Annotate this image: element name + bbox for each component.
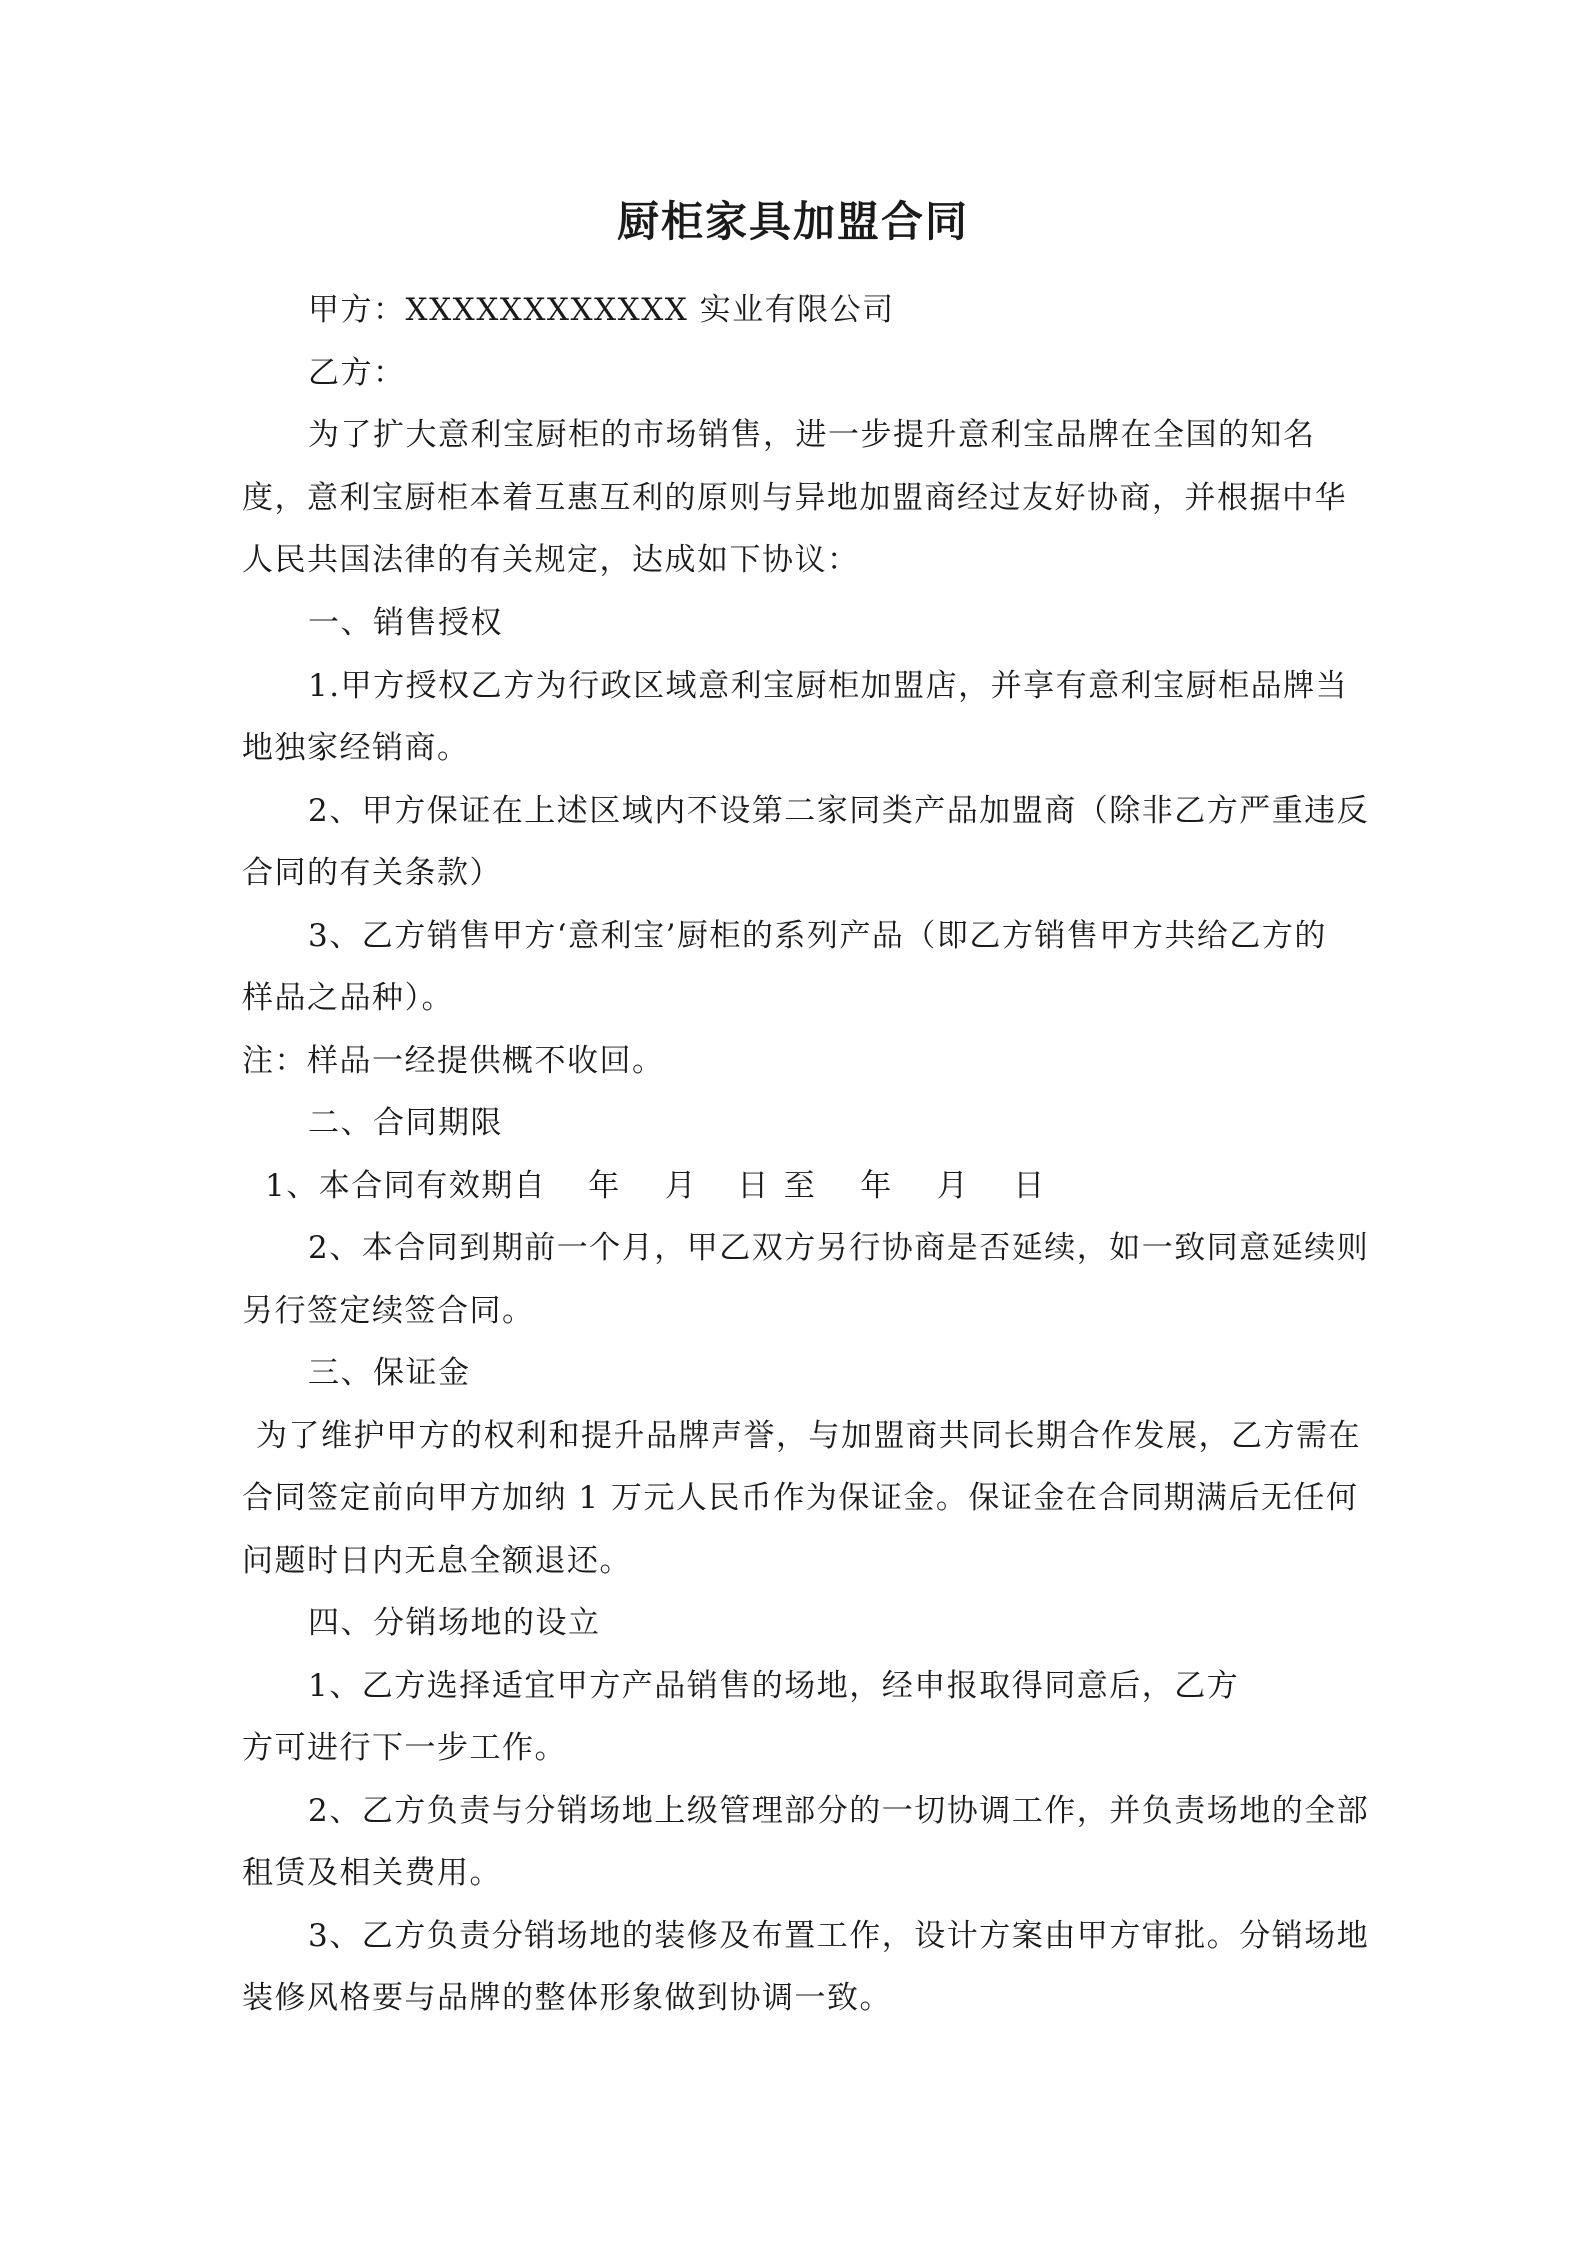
section-heading-distribution-venue: 四、分销场地的设立	[308, 1605, 601, 1641]
term-month-1: 月	[664, 1168, 698, 1204]
clause-line: 1.甲方授权乙方为行政区域意利宝厨柜加盟店，并享有意利宝厨柜品牌当	[308, 668, 1349, 704]
clause-line: 装修风格要与品牌的整体形象做到协调一致。	[242, 1980, 892, 2016]
clause-line: 方可进行下一步工作。	[242, 1730, 567, 1766]
clause-line: 3、乙方负责分销场地的装修及布置工作，设计方案由甲方审批。分销场地	[308, 1918, 1370, 1954]
clause-line: 问题时日内无息全额退还。	[242, 1543, 632, 1579]
clause-line: 2、本合同到期前一个月，甲乙双方另行协商是否延续，如一致同意延续则	[308, 1230, 1370, 1266]
term-day-1: 日	[737, 1168, 770, 1204]
term-prefix: 1、本合同有效期自	[265, 1168, 547, 1204]
party-b-line: 乙方：	[308, 355, 406, 391]
clause-line: 1、乙方选择适宜甲方产品销售的场地，经申报取得同意后，乙方	[308, 1668, 1240, 1704]
clause-line: 3、乙方销售甲方‘意利宝’厨柜的系列产品（即乙方销售甲方共给乙方的	[308, 918, 1327, 954]
party-a-line: 甲方：XXXXXXXXXXXX 实业有限公司	[308, 292, 895, 328]
term-day-2: 日	[1013, 1168, 1046, 1204]
clause-line: 样品之品种）。	[242, 980, 454, 1016]
clause-line: 合同签定前向甲方加纳 1 万元人民币作为保证金。保证金在合同期满后无任何	[242, 1480, 1359, 1516]
preamble-line: 为了扩大意利宝厨柜的市场销售，进一步提升意利宝品牌在全国的知名	[308, 417, 1316, 453]
term-to: 至	[783, 1168, 817, 1204]
clause-line: 地独家经销商。	[242, 730, 470, 766]
term-year-1: 年	[588, 1168, 621, 1204]
clause-line: 租赁及相关费用。	[242, 1855, 502, 1891]
note-line: 注：样品一经提供概不收回。	[242, 1043, 665, 1079]
term-month-2: 月	[936, 1168, 970, 1204]
clause-line: 2、甲方保证在上述区域内不设第二家同类产品加盟商（除非乙方严重违反	[308, 793, 1370, 829]
section-heading-sales-authorization: 一、销售授权	[308, 605, 503, 641]
preamble-line: 人民共国法律的有关规定，达成如下协议：	[242, 542, 860, 578]
clause-line: 2、乙方负责与分销场地上级管理部分的一切协调工作，并负责场地的全部	[308, 1793, 1370, 1829]
term-dates-line	[265, 1166, 1046, 1206]
document-title: 厨柜家具加盟合同	[616, 197, 969, 246]
clause-line: 另行签定续签合同。	[242, 1293, 535, 1329]
clause-line: 合同的有关条款）	[242, 855, 502, 891]
section-heading-deposit: 三、保证金	[308, 1355, 471, 1391]
term-year-2: 年	[860, 1168, 893, 1204]
clause-line: 为了维护甲方的权利和提升品牌声誉，与加盟商共同长期合作发展，乙方需在	[256, 1418, 1361, 1454]
preamble-line: 度，意利宝厨柜本着互惠互利的原则与异地加盟商经过友好协商，并根据中华	[242, 480, 1347, 516]
section-heading-contract-term: 二、合同期限	[308, 1105, 503, 1141]
